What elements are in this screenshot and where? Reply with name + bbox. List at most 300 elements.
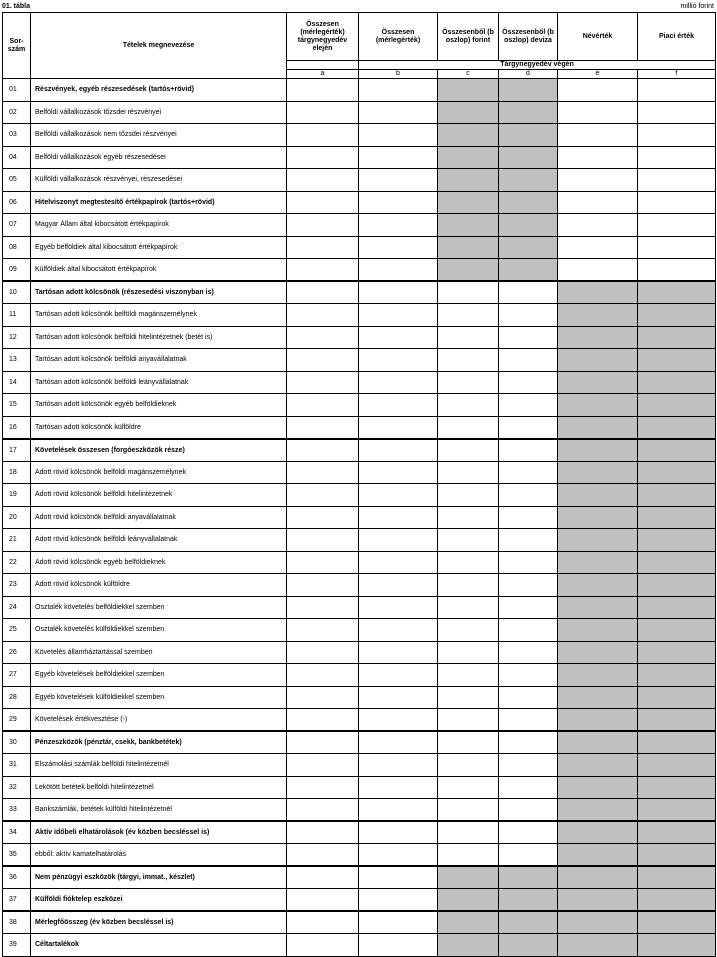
input-cell-b[interactable] bbox=[359, 754, 438, 777]
disabled-cell-e bbox=[558, 776, 638, 799]
input-cell-b[interactable] bbox=[359, 146, 438, 169]
row-number: 17 bbox=[3, 439, 31, 462]
input-cell-a[interactable] bbox=[287, 686, 359, 709]
disabled-cell-d bbox=[499, 214, 558, 237]
input-cell-a[interactable] bbox=[287, 641, 359, 664]
input-cell-d[interactable] bbox=[499, 799, 558, 822]
disabled-cell-e bbox=[558, 844, 638, 867]
table-row bbox=[3, 416, 716, 439]
input-cell-d[interactable] bbox=[499, 709, 558, 732]
disabled-cell-f bbox=[638, 619, 716, 642]
row-number: 07 bbox=[3, 214, 31, 237]
input-cell-d[interactable] bbox=[499, 484, 558, 507]
input-cell-c[interactable] bbox=[438, 686, 499, 709]
row-label: Osztalék követelés belföldiekkel szemben bbox=[31, 596, 287, 619]
row-label: Magyar Állam által kibocsátott értékpapírok bbox=[31, 214, 287, 237]
input-cell-a[interactable] bbox=[287, 281, 359, 304]
disabled-cell-e bbox=[558, 416, 638, 439]
input-cell-a[interactable] bbox=[287, 349, 359, 372]
row-number: 25 bbox=[3, 619, 31, 642]
header-col-a: Összesen (mérlegérték) tárgynegyedév elején bbox=[287, 13, 359, 61]
input-cell-b[interactable] bbox=[359, 326, 438, 349]
table-row bbox=[3, 731, 716, 754]
row-label: Adott rövid kölcsönök belföldi magánszemélynek bbox=[31, 461, 287, 484]
table-row bbox=[3, 889, 716, 912]
disabled-cell-e bbox=[558, 529, 638, 552]
disabled-cell-e bbox=[558, 709, 638, 732]
input-cell-a[interactable] bbox=[287, 889, 359, 912]
input-cell-c[interactable] bbox=[438, 641, 499, 664]
row-label: Belföldi vállalkozások nem tőzsdei részvényei bbox=[31, 124, 287, 147]
input-cell-a[interactable] bbox=[287, 371, 359, 394]
disabled-cell-f bbox=[638, 776, 716, 799]
input-cell-d[interactable] bbox=[499, 641, 558, 664]
input-cell-f[interactable] bbox=[638, 191, 716, 214]
row-number: 14 bbox=[3, 371, 31, 394]
disabled-cell-e bbox=[558, 394, 638, 417]
input-cell-b[interactable] bbox=[359, 124, 438, 147]
input-cell-c[interactable] bbox=[438, 844, 499, 867]
input-cell-e[interactable] bbox=[558, 191, 638, 214]
input-cell-d[interactable] bbox=[499, 596, 558, 619]
row-label: Tartósan adott kölcsönök belföldi magánszemélynek bbox=[31, 304, 287, 327]
input-cell-d[interactable] bbox=[499, 461, 558, 484]
input-cell-b[interactable] bbox=[359, 506, 438, 529]
input-cell-d[interactable] bbox=[499, 506, 558, 529]
input-cell-c[interactable] bbox=[438, 731, 499, 754]
input-cell-f[interactable] bbox=[638, 101, 716, 124]
disabled-cell-d bbox=[499, 169, 558, 192]
input-cell-a[interactable] bbox=[287, 866, 359, 889]
input-cell-b[interactable] bbox=[359, 371, 438, 394]
input-cell-b[interactable] bbox=[359, 461, 438, 484]
input-cell-a[interactable] bbox=[287, 394, 359, 417]
unit-label: millió forint bbox=[680, 3, 714, 10]
row-number: 08 bbox=[3, 236, 31, 259]
table-row bbox=[3, 461, 716, 484]
input-cell-e[interactable] bbox=[558, 124, 638, 147]
disabled-cell-f bbox=[638, 799, 716, 822]
row-label: Tartósan adott kölcsönök belföldi leányvállalatnak bbox=[31, 371, 287, 394]
input-cell-d[interactable] bbox=[499, 664, 558, 687]
input-cell-b[interactable] bbox=[359, 596, 438, 619]
disabled-cell-f bbox=[638, 416, 716, 439]
header-col-d: Összesenből (b oszlop) deviza bbox=[499, 13, 558, 61]
disabled-cell-e bbox=[558, 574, 638, 597]
row-label: Elszámolási számlák belföldi hitelintézetnél bbox=[31, 754, 287, 777]
input-cell-b[interactable] bbox=[359, 731, 438, 754]
disabled-cell-c bbox=[438, 169, 499, 192]
row-label: Egyéb követelések belföldiekkel szemben bbox=[31, 664, 287, 687]
input-cell-b[interactable] bbox=[359, 349, 438, 372]
input-cell-b[interactable] bbox=[359, 664, 438, 687]
row-label: Bankszámlák, betétek külföldi hitelintézetnél bbox=[31, 799, 287, 822]
input-cell-d[interactable] bbox=[499, 551, 558, 574]
disabled-cell-e bbox=[558, 641, 638, 664]
row-number: 09 bbox=[3, 259, 31, 282]
disabled-cell-c bbox=[438, 889, 499, 912]
disabled-cell-d bbox=[499, 191, 558, 214]
table-row bbox=[3, 79, 716, 102]
input-cell-b[interactable] bbox=[359, 686, 438, 709]
input-cell-e[interactable] bbox=[558, 101, 638, 124]
row-label: Adott rövid kölcsönök egyéb belföldieknek bbox=[31, 551, 287, 574]
table-row bbox=[3, 619, 716, 642]
input-cell-a[interactable] bbox=[287, 709, 359, 732]
input-cell-a[interactable] bbox=[287, 101, 359, 124]
input-cell-a[interactable] bbox=[287, 619, 359, 642]
row-label: Belföldi vállalkozások tőzsdei részvényei bbox=[31, 101, 287, 124]
row-label: Tartósan adott kölcsönök belföldi hitelintézetnek (betét is) bbox=[31, 326, 287, 349]
disabled-cell-e bbox=[558, 371, 638, 394]
input-cell-d[interactable] bbox=[499, 439, 558, 462]
input-cell-d[interactable] bbox=[499, 731, 558, 754]
input-cell-c[interactable] bbox=[438, 506, 499, 529]
input-cell-f[interactable] bbox=[638, 236, 716, 259]
row-label: Külföldiek által kibocsátott értékpapírok bbox=[31, 259, 287, 282]
disabled-cell-f bbox=[638, 731, 716, 754]
table-row bbox=[3, 214, 716, 237]
row-number: 32 bbox=[3, 776, 31, 799]
disabled-cell-c bbox=[438, 79, 499, 102]
disabled-cell-d bbox=[499, 79, 558, 102]
row-label: ebből: aktív kamatelhatárolás bbox=[31, 844, 287, 867]
input-cell-d[interactable] bbox=[499, 281, 558, 304]
row-label: Adott rövid kölcsönök külföldre bbox=[31, 574, 287, 597]
table-row bbox=[3, 799, 716, 822]
input-cell-c[interactable] bbox=[438, 799, 499, 822]
input-cell-c[interactable] bbox=[438, 326, 499, 349]
input-cell-c[interactable] bbox=[438, 664, 499, 687]
input-cell-c[interactable] bbox=[438, 596, 499, 619]
table-row bbox=[3, 821, 716, 844]
input-cell-e[interactable] bbox=[558, 169, 638, 192]
input-cell-d[interactable] bbox=[499, 686, 558, 709]
row-number: 22 bbox=[3, 551, 31, 574]
input-cell-c[interactable] bbox=[438, 394, 499, 417]
table-row bbox=[3, 281, 716, 304]
input-cell-c[interactable] bbox=[438, 461, 499, 484]
input-cell-b[interactable] bbox=[359, 236, 438, 259]
disabled-cell-e bbox=[558, 799, 638, 822]
header-name: Tételek megnevezése bbox=[31, 13, 287, 79]
disabled-cell-d bbox=[499, 236, 558, 259]
disabled-cell-e bbox=[558, 461, 638, 484]
table-row bbox=[3, 101, 716, 124]
input-cell-a[interactable] bbox=[287, 574, 359, 597]
row-label: Külföldi vállalkozások részvényei, részesedései bbox=[31, 169, 287, 192]
row-label: Céltartalékok bbox=[31, 934, 287, 957]
input-cell-c[interactable] bbox=[438, 574, 499, 597]
row-number: 28 bbox=[3, 686, 31, 709]
disabled-cell-f bbox=[638, 641, 716, 664]
input-cell-a[interactable] bbox=[287, 754, 359, 777]
table-row bbox=[3, 574, 716, 597]
disabled-cell-e bbox=[558, 596, 638, 619]
row-label: Nem pénzügyi eszközök (tárgyi, immat., készlet) bbox=[31, 866, 287, 889]
input-cell-a[interactable] bbox=[287, 529, 359, 552]
input-cell-a[interactable] bbox=[287, 259, 359, 282]
header-col-b: Összesen (mérlegérték) bbox=[359, 13, 438, 61]
disabled-cell-e bbox=[558, 866, 638, 889]
input-cell-b[interactable] bbox=[359, 889, 438, 912]
input-cell-b[interactable] bbox=[359, 529, 438, 552]
disabled-cell-d bbox=[499, 146, 558, 169]
row-label: Egyéb belföldiek által kibocsátott értékpapírok bbox=[31, 236, 287, 259]
input-cell-a[interactable] bbox=[287, 664, 359, 687]
input-cell-b[interactable] bbox=[359, 641, 438, 664]
table-row bbox=[3, 529, 716, 552]
row-number: 34 bbox=[3, 821, 31, 844]
input-cell-a[interactable] bbox=[287, 821, 359, 844]
row-label: Követelések értékvesztése (-) bbox=[31, 709, 287, 732]
input-cell-a[interactable] bbox=[287, 844, 359, 867]
header-col-e: Névérték bbox=[558, 13, 638, 61]
input-cell-b[interactable] bbox=[359, 844, 438, 867]
input-cell-b[interactable] bbox=[359, 776, 438, 799]
input-cell-b[interactable] bbox=[359, 709, 438, 732]
table-row bbox=[3, 641, 716, 664]
disabled-cell-c bbox=[438, 911, 499, 934]
input-cell-c[interactable] bbox=[438, 439, 499, 462]
disabled-cell-f bbox=[638, 821, 716, 844]
input-cell-f[interactable] bbox=[638, 79, 716, 102]
input-cell-b[interactable] bbox=[359, 619, 438, 642]
input-cell-b[interactable] bbox=[359, 911, 438, 934]
input-cell-c[interactable] bbox=[438, 619, 499, 642]
input-cell-b[interactable] bbox=[359, 439, 438, 462]
input-cell-c[interactable] bbox=[438, 484, 499, 507]
header-col-c: Összesenből (b oszlop) forint bbox=[438, 13, 499, 61]
letter-b: b bbox=[359, 70, 438, 79]
row-number: 05 bbox=[3, 169, 31, 192]
disabled-cell-c bbox=[438, 866, 499, 889]
disabled-cell-e bbox=[558, 506, 638, 529]
disabled-cell-c bbox=[438, 124, 499, 147]
input-cell-b[interactable] bbox=[359, 281, 438, 304]
table-row bbox=[3, 866, 716, 889]
disabled-cell-f bbox=[638, 326, 716, 349]
table-row bbox=[3, 911, 716, 934]
row-label: Adott rövid kölcsönök belföldi hitelintézetnek bbox=[31, 484, 287, 507]
input-cell-a[interactable] bbox=[287, 731, 359, 754]
table-row bbox=[3, 844, 716, 867]
input-cell-a[interactable] bbox=[287, 461, 359, 484]
input-cell-a[interactable] bbox=[287, 776, 359, 799]
table-row bbox=[3, 596, 716, 619]
table-row bbox=[3, 664, 716, 687]
input-cell-f[interactable] bbox=[638, 146, 716, 169]
asset-table bbox=[2, 12, 716, 957]
input-cell-a[interactable] bbox=[287, 236, 359, 259]
input-cell-a[interactable] bbox=[287, 551, 359, 574]
disabled-cell-c bbox=[438, 236, 499, 259]
input-cell-c[interactable] bbox=[438, 754, 499, 777]
input-cell-d[interactable] bbox=[499, 844, 558, 867]
input-cell-c[interactable] bbox=[438, 281, 499, 304]
input-cell-d[interactable] bbox=[499, 574, 558, 597]
input-cell-b[interactable] bbox=[359, 416, 438, 439]
row-number: 38 bbox=[3, 911, 31, 934]
input-cell-c[interactable] bbox=[438, 371, 499, 394]
input-cell-d[interactable] bbox=[499, 349, 558, 372]
input-cell-d[interactable] bbox=[499, 326, 558, 349]
row-number: 29 bbox=[3, 709, 31, 732]
row-number: 15 bbox=[3, 394, 31, 417]
table-row bbox=[3, 394, 716, 417]
row-label: Tartósan adott kölcsönök egyéb belföldieknek bbox=[31, 394, 287, 417]
disabled-cell-d bbox=[499, 124, 558, 147]
disabled-cell-f bbox=[638, 281, 716, 304]
disabled-cell-c bbox=[438, 101, 499, 124]
disabled-cell-e bbox=[558, 889, 638, 912]
row-label: Részvények, egyéb részesedések (tartós+rövid) bbox=[31, 79, 287, 102]
input-cell-c[interactable] bbox=[438, 821, 499, 844]
header-period: Tárgynegyedév végén bbox=[359, 61, 716, 70]
row-label: Pénzeszközök (pénztár, csekk, bankbetétek) bbox=[31, 731, 287, 754]
input-cell-a[interactable] bbox=[287, 799, 359, 822]
letter-d: d bbox=[499, 70, 558, 79]
input-cell-e[interactable] bbox=[558, 79, 638, 102]
disabled-cell-f bbox=[638, 371, 716, 394]
header-col-a-blank bbox=[287, 61, 359, 70]
input-cell-a[interactable] bbox=[287, 124, 359, 147]
input-cell-e[interactable] bbox=[558, 214, 638, 237]
input-cell-f[interactable] bbox=[638, 169, 716, 192]
input-cell-b[interactable] bbox=[359, 259, 438, 282]
table-row bbox=[3, 236, 716, 259]
input-cell-c[interactable] bbox=[438, 349, 499, 372]
disabled-cell-e bbox=[558, 551, 638, 574]
input-cell-a[interactable] bbox=[287, 169, 359, 192]
input-cell-a[interactable] bbox=[287, 304, 359, 327]
input-cell-a[interactable] bbox=[287, 911, 359, 934]
input-cell-a[interactable] bbox=[287, 439, 359, 462]
table-row bbox=[3, 484, 716, 507]
input-cell-b[interactable] bbox=[359, 821, 438, 844]
row-label: Mérlegfőösszeg (év közben becsléssel is) bbox=[31, 911, 287, 934]
disabled-cell-e bbox=[558, 664, 638, 687]
table-row bbox=[3, 754, 716, 777]
row-number: 27 bbox=[3, 664, 31, 687]
input-cell-a[interactable] bbox=[287, 191, 359, 214]
input-cell-b[interactable] bbox=[359, 79, 438, 102]
input-cell-c[interactable] bbox=[438, 551, 499, 574]
input-cell-d[interactable] bbox=[499, 754, 558, 777]
input-cell-c[interactable] bbox=[438, 529, 499, 552]
letter-f: f bbox=[638, 70, 716, 79]
input-cell-b[interactable] bbox=[359, 484, 438, 507]
table-label: 01. tábla bbox=[2, 3, 31, 10]
row-label: Osztalék követelés külföldiekkel szemben bbox=[31, 619, 287, 642]
input-cell-f[interactable] bbox=[638, 259, 716, 282]
input-cell-b[interactable] bbox=[359, 799, 438, 822]
row-number: 35 bbox=[3, 844, 31, 867]
disabled-cell-f bbox=[638, 304, 716, 327]
disabled-cell-f bbox=[638, 439, 716, 462]
input-cell-d[interactable] bbox=[499, 776, 558, 799]
disabled-cell-d bbox=[499, 866, 558, 889]
table-row bbox=[3, 146, 716, 169]
row-label: Lekötött betétek belföldi hitelintézetnél bbox=[31, 776, 287, 799]
input-cell-d[interactable] bbox=[499, 529, 558, 552]
row-number: 26 bbox=[3, 641, 31, 664]
disabled-cell-f bbox=[638, 349, 716, 372]
input-cell-d[interactable] bbox=[499, 394, 558, 417]
input-cell-b[interactable] bbox=[359, 191, 438, 214]
row-number: 13 bbox=[3, 349, 31, 372]
table-body bbox=[3, 79, 716, 957]
row-label: Külföldi fióktelep eszközei bbox=[31, 889, 287, 912]
table-row bbox=[3, 371, 716, 394]
input-cell-e[interactable] bbox=[558, 236, 638, 259]
input-cell-c[interactable] bbox=[438, 709, 499, 732]
input-cell-d[interactable] bbox=[499, 821, 558, 844]
input-cell-a[interactable] bbox=[287, 484, 359, 507]
row-label: Tartósan adott kölcsönök belföldi anyavállalatnak bbox=[31, 349, 287, 372]
input-cell-b[interactable] bbox=[359, 304, 438, 327]
input-cell-d[interactable] bbox=[499, 619, 558, 642]
input-cell-b[interactable] bbox=[359, 551, 438, 574]
table-row bbox=[3, 326, 716, 349]
input-cell-c[interactable] bbox=[438, 304, 499, 327]
input-cell-a[interactable] bbox=[287, 146, 359, 169]
input-cell-b[interactable] bbox=[359, 394, 438, 417]
input-cell-a[interactable] bbox=[287, 326, 359, 349]
row-number: 30 bbox=[3, 731, 31, 754]
input-cell-a[interactable] bbox=[287, 506, 359, 529]
row-number: 21 bbox=[3, 529, 31, 552]
input-cell-a[interactable] bbox=[287, 416, 359, 439]
input-cell-f[interactable] bbox=[638, 214, 716, 237]
input-cell-c[interactable] bbox=[438, 416, 499, 439]
table-row bbox=[3, 776, 716, 799]
disabled-cell-f bbox=[638, 551, 716, 574]
input-cell-a[interactable] bbox=[287, 214, 359, 237]
input-cell-b[interactable] bbox=[359, 101, 438, 124]
input-cell-c[interactable] bbox=[438, 776, 499, 799]
table-row bbox=[3, 304, 716, 327]
disabled-cell-f bbox=[638, 754, 716, 777]
input-cell-a[interactable] bbox=[287, 79, 359, 102]
row-number: 03 bbox=[3, 124, 31, 147]
row-number: 33 bbox=[3, 799, 31, 822]
disabled-cell-e bbox=[558, 686, 638, 709]
input-cell-d[interactable] bbox=[499, 371, 558, 394]
input-cell-b[interactable] bbox=[359, 214, 438, 237]
disabled-cell-e bbox=[558, 731, 638, 754]
row-number: 31 bbox=[3, 754, 31, 777]
row-number: 37 bbox=[3, 889, 31, 912]
input-cell-b[interactable] bbox=[359, 169, 438, 192]
row-label: Belföldi vállalkozások egyéb részesedései bbox=[31, 146, 287, 169]
row-label: Hitelviszonyt megtestesítő értékpapírok (tartós+rövid) bbox=[31, 191, 287, 214]
input-cell-d[interactable] bbox=[499, 304, 558, 327]
disabled-cell-e bbox=[558, 281, 638, 304]
row-number: 18 bbox=[3, 461, 31, 484]
input-cell-e[interactable] bbox=[558, 146, 638, 169]
disabled-cell-c bbox=[438, 146, 499, 169]
input-cell-f[interactable] bbox=[638, 124, 716, 147]
input-cell-a[interactable] bbox=[287, 596, 359, 619]
input-cell-b[interactable] bbox=[359, 574, 438, 597]
input-cell-d[interactable] bbox=[499, 416, 558, 439]
table-row bbox=[3, 124, 716, 147]
row-label: Követelés államháztartással szemben bbox=[31, 641, 287, 664]
input-cell-b[interactable] bbox=[359, 866, 438, 889]
disabled-cell-f bbox=[638, 889, 716, 912]
input-cell-e[interactable] bbox=[558, 259, 638, 282]
